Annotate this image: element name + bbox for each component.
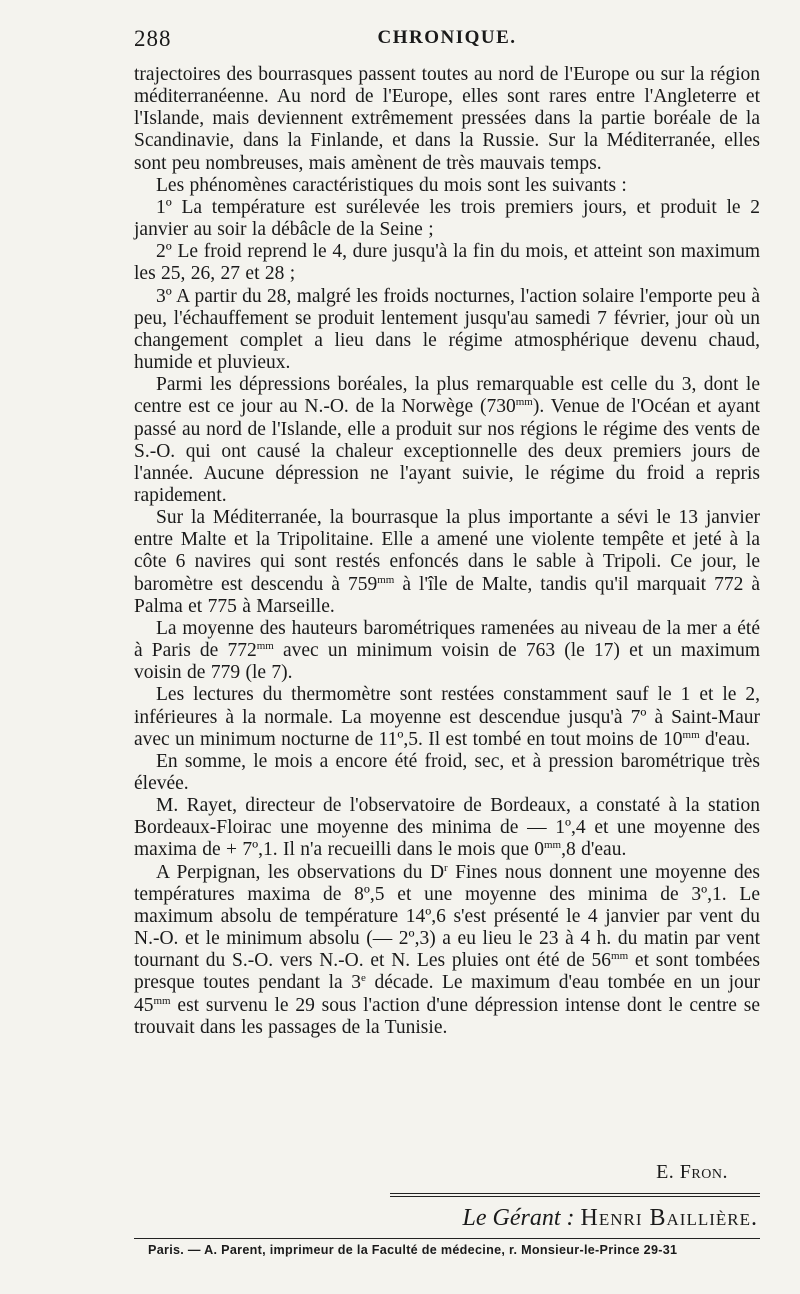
- paragraph: trajectoires des bourrasques passent toutes au nord de l'Europe ou sur la région méditerranéenne. Au nord de l'Europe, elles sont rares entre l'Angleterre et l'Islande, mais deviennent extrêmement pressées dans la partie boréale de la Scandinavie, dans la Finlande, et dans la Russie. Sur la Méditerranée, elles sont peu nombreuses, mais amènent de très mauvais temps.: [134, 64, 760, 174]
- printer-imprint: Paris. — A. Parent, imprimeur de la Faculté de médecine, r. Monsieur-le-Prince 29-31: [148, 1243, 678, 1257]
- body-text: [134, 64, 760, 1039]
- paragraph: M. Rayet, directeur de l'observatoire de Bordeaux, a constaté à la station Bordeaux-Floirac une moyenne des minima de — 1º,4 et une moyenne des maxima de + 7º,1. Il n'a recueilli dans le mois que $0^{mm},8$ d'eau.: [134, 795, 760, 861]
- page-header: [134, 26, 760, 60]
- divider: [390, 1193, 760, 1194]
- running-title: CHRONIQUE.: [377, 27, 517, 48]
- divider: [390, 1196, 760, 1197]
- paragraph: 3º A partir du 28, malgré les froids nocturnes, l'action solaire l'emporte peu à peu, l'échauffement se produit lentement jusqu'au samedi 7 février, jour où un changement complet a lieu dans le régime atmosphérique devenu chaud, humide et pluvieux.: [134, 285, 760, 374]
- paragraph: 1º La température est surélevée les trois premiers jours, et produit le 2 janvier au soir la débâcle de la Seine ;: [134, 196, 760, 241]
- paragraph: Parmi les dépressions boréales, la plus remarquable est celle du 3, dont le centre est ce jour au N.-O. de la Norwège $(730^{mm})$. Venue de l'Océan et ayant passé au nord de l'Islande, elle a produit sur nos régions le régime des vents de S.-O. qui ont causé la chaleur exceptionnelle des deux premiers jours de l'année. Aucune dépression ne l'ayant suivie, le régime du froid a repris rapidement.: [134, 374, 760, 506]
- paragraph: 2º Le froid reprend le 4, dure jusqu'à la fin du mois, et atteint son maximum les 25, 26, 27 et 28 ;: [134, 241, 760, 285]
- gerant-line: [463, 1205, 758, 1232]
- gerant-name: Henri Baillière.: [580, 1205, 758, 1231]
- paragraph: Sur la Méditerranée, la bourrasque la plus importante a sévi le 13 janvier entre Malte et la Tripolitaine. Elle a amené une violente tempête et jeté à la côte 6 navires qui sont restés enfoncés dans le sable à Tripoli. Ce jour, le baromètre est descendu à $759^{mm}$ à l'île de Malte, tandis qu'il marquait 772 à Palma et 775 à Marseille.: [134, 507, 760, 617]
- gerant-label: Le Gérant :: [462, 1205, 575, 1231]
- paragraph: La moyenne des hauteurs barométriques ramenées au niveau de la mer a été à Paris de $772^{mm}$ avec un minimum voisin de 763 (le 17) et un maximum voisin de 779 (le 7).: [134, 617, 760, 684]
- author-signature: E. Fron.: [656, 1161, 728, 1183]
- page-number: 288: [134, 26, 172, 51]
- paragraph: A Perpignan, les observations du $D^r$ Fines nous donnent une moyenne des températures maxima de 8º,5 et une moyenne des minima de 3º,1. Le maximum absolu de température 14º,6 s'est présenté le 4 janvier par vent du N.-O. et le minimum absolu (— 2º,3) a eu lieu le 23 à 4 h. du matin par vent tournant du S.-O. vers N.-O. et N. Les pluies ont été de $56^{mm}$ et sont tombées presque toutes pendant la 3e décade. Le maximum d'eau tombée en un jour $45^{mm}$ est survenu le 29 sous l'action d'une dépression intense dont le centre se trouvait dans les passages de la Tunisie.: [134, 861, 760, 1038]
- paragraph: Les phénomènes caractéristiques du mois sont les suivants :: [156, 174, 627, 196]
- paragraph: En somme, le mois a encore été froid, sec, et à pression barométrique très élevée.: [134, 750, 760, 794]
- divider: [134, 1238, 760, 1239]
- paragraph: Les lectures du thermomètre sont restées constamment sauf le 1 et le 2, inférieures à la normale. La moyenne est descendue jusqu'à 7º à Saint-Maur avec un minimum nocturne de 11º,5. Il est tombé en tout moins de $10^{mm}$ d'eau.: [134, 684, 760, 750]
